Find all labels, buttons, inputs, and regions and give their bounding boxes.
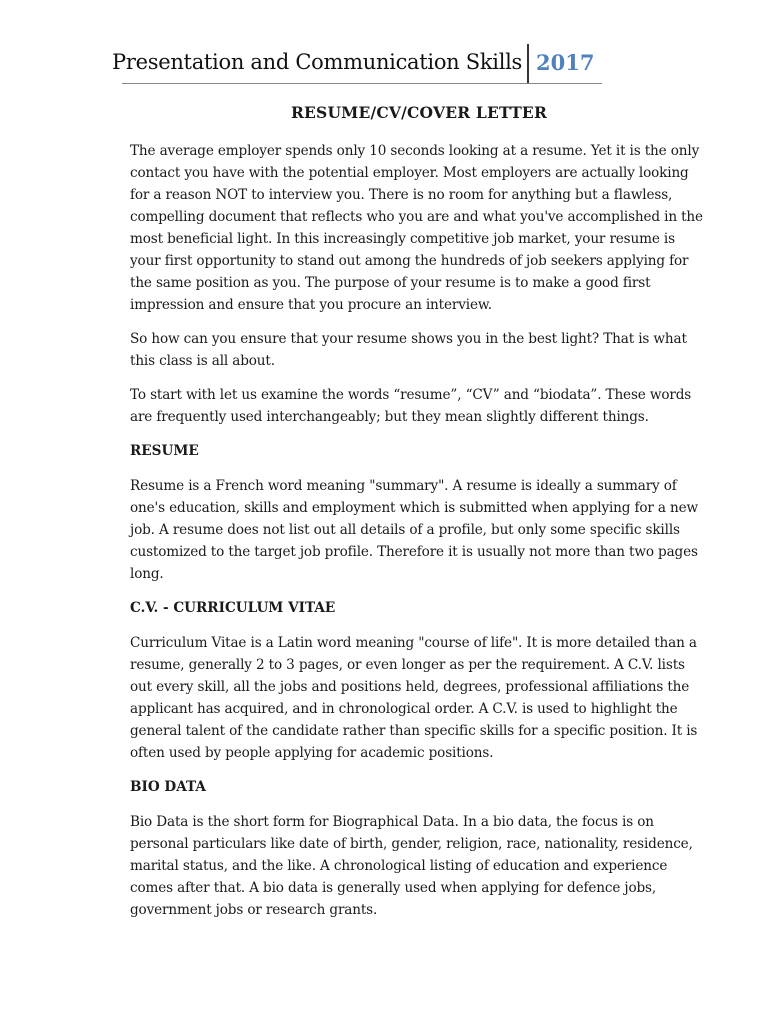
- section-heading-cv: C.V. - CURRICULUM VITAE: [130, 600, 336, 616]
- document-body: [130, 103, 708, 933]
- intro-paragraph: The average employer spends only 10 seconds looking at a resume. Yet it is the only contact you have with the potential employer. Most employers are actually looking for a reason NOT to interview you. There is no room for anything but a flawless, compelling document that reflects who you are and what you've accomplished in the most beneficial light. In this increasingly competitive job market, your resume is your first opportunity to stand out among the hundreds of job seekers applying for the same position as you. The purpose of your resume is to make a good first impression and ensure that you procure an interview.: [130, 143, 703, 313]
- section-heading-biodata: BIO DATA: [130, 779, 206, 795]
- intro-paragraph: So how can you ensure that your resume shows you in the best light? That is what this class is all about.: [130, 331, 687, 369]
- intro-paragraph: To start with let us examine the words “resume”, “CV” and “biodata”. These words are frequently used interchangeably; but they mean slightly different things.: [130, 387, 692, 425]
- header-year: 2017: [536, 50, 595, 75]
- section-text-resume: Resume is a French word meaning "summary". A resume is ideally a summary of one's education, skills and employment which is submitted when applying for a new job. A resume does not list out all details of a profile, but only some specific skills customized to the target job profile. Therefore it is usually not more than two pages long.: [130, 478, 699, 582]
- header-title: Presentation and Communication Skills: [112, 50, 522, 74]
- section-heading-resume: RESUME: [130, 443, 199, 459]
- header-separator: [527, 44, 529, 84]
- document-title: RESUME/CV/COVER LETTER: [290, 103, 548, 122]
- section-text-cv: Curriculum Vitae is a Latin word meaning "course of life". It is more detailed than a resume, generally 2 to 3 pages, or even longer as per the requirement. A C.V. lists out every skill, all the jobs and positions held, degrees, professional affiliations the applicant has acquired, and in chronological order. A C.V. is used to highlight the general talent of the candidate rather than specific skills for a specific position. It is often used by people applying for academic positions.: [130, 635, 698, 761]
- header-rule: [122, 83, 602, 84]
- page-header: [112, 44, 602, 84]
- section-text-biodata: Bio Data is the short form for Biographical Data. In a bio data, the focus is on personal particulars like date of birth, gender, religion, race, nationality, residence, marital status, and the like. A chronological listing of education and experience comes after that. A bio data is generally used when applying for defence jobs, government jobs or research grants.: [130, 814, 693, 918]
